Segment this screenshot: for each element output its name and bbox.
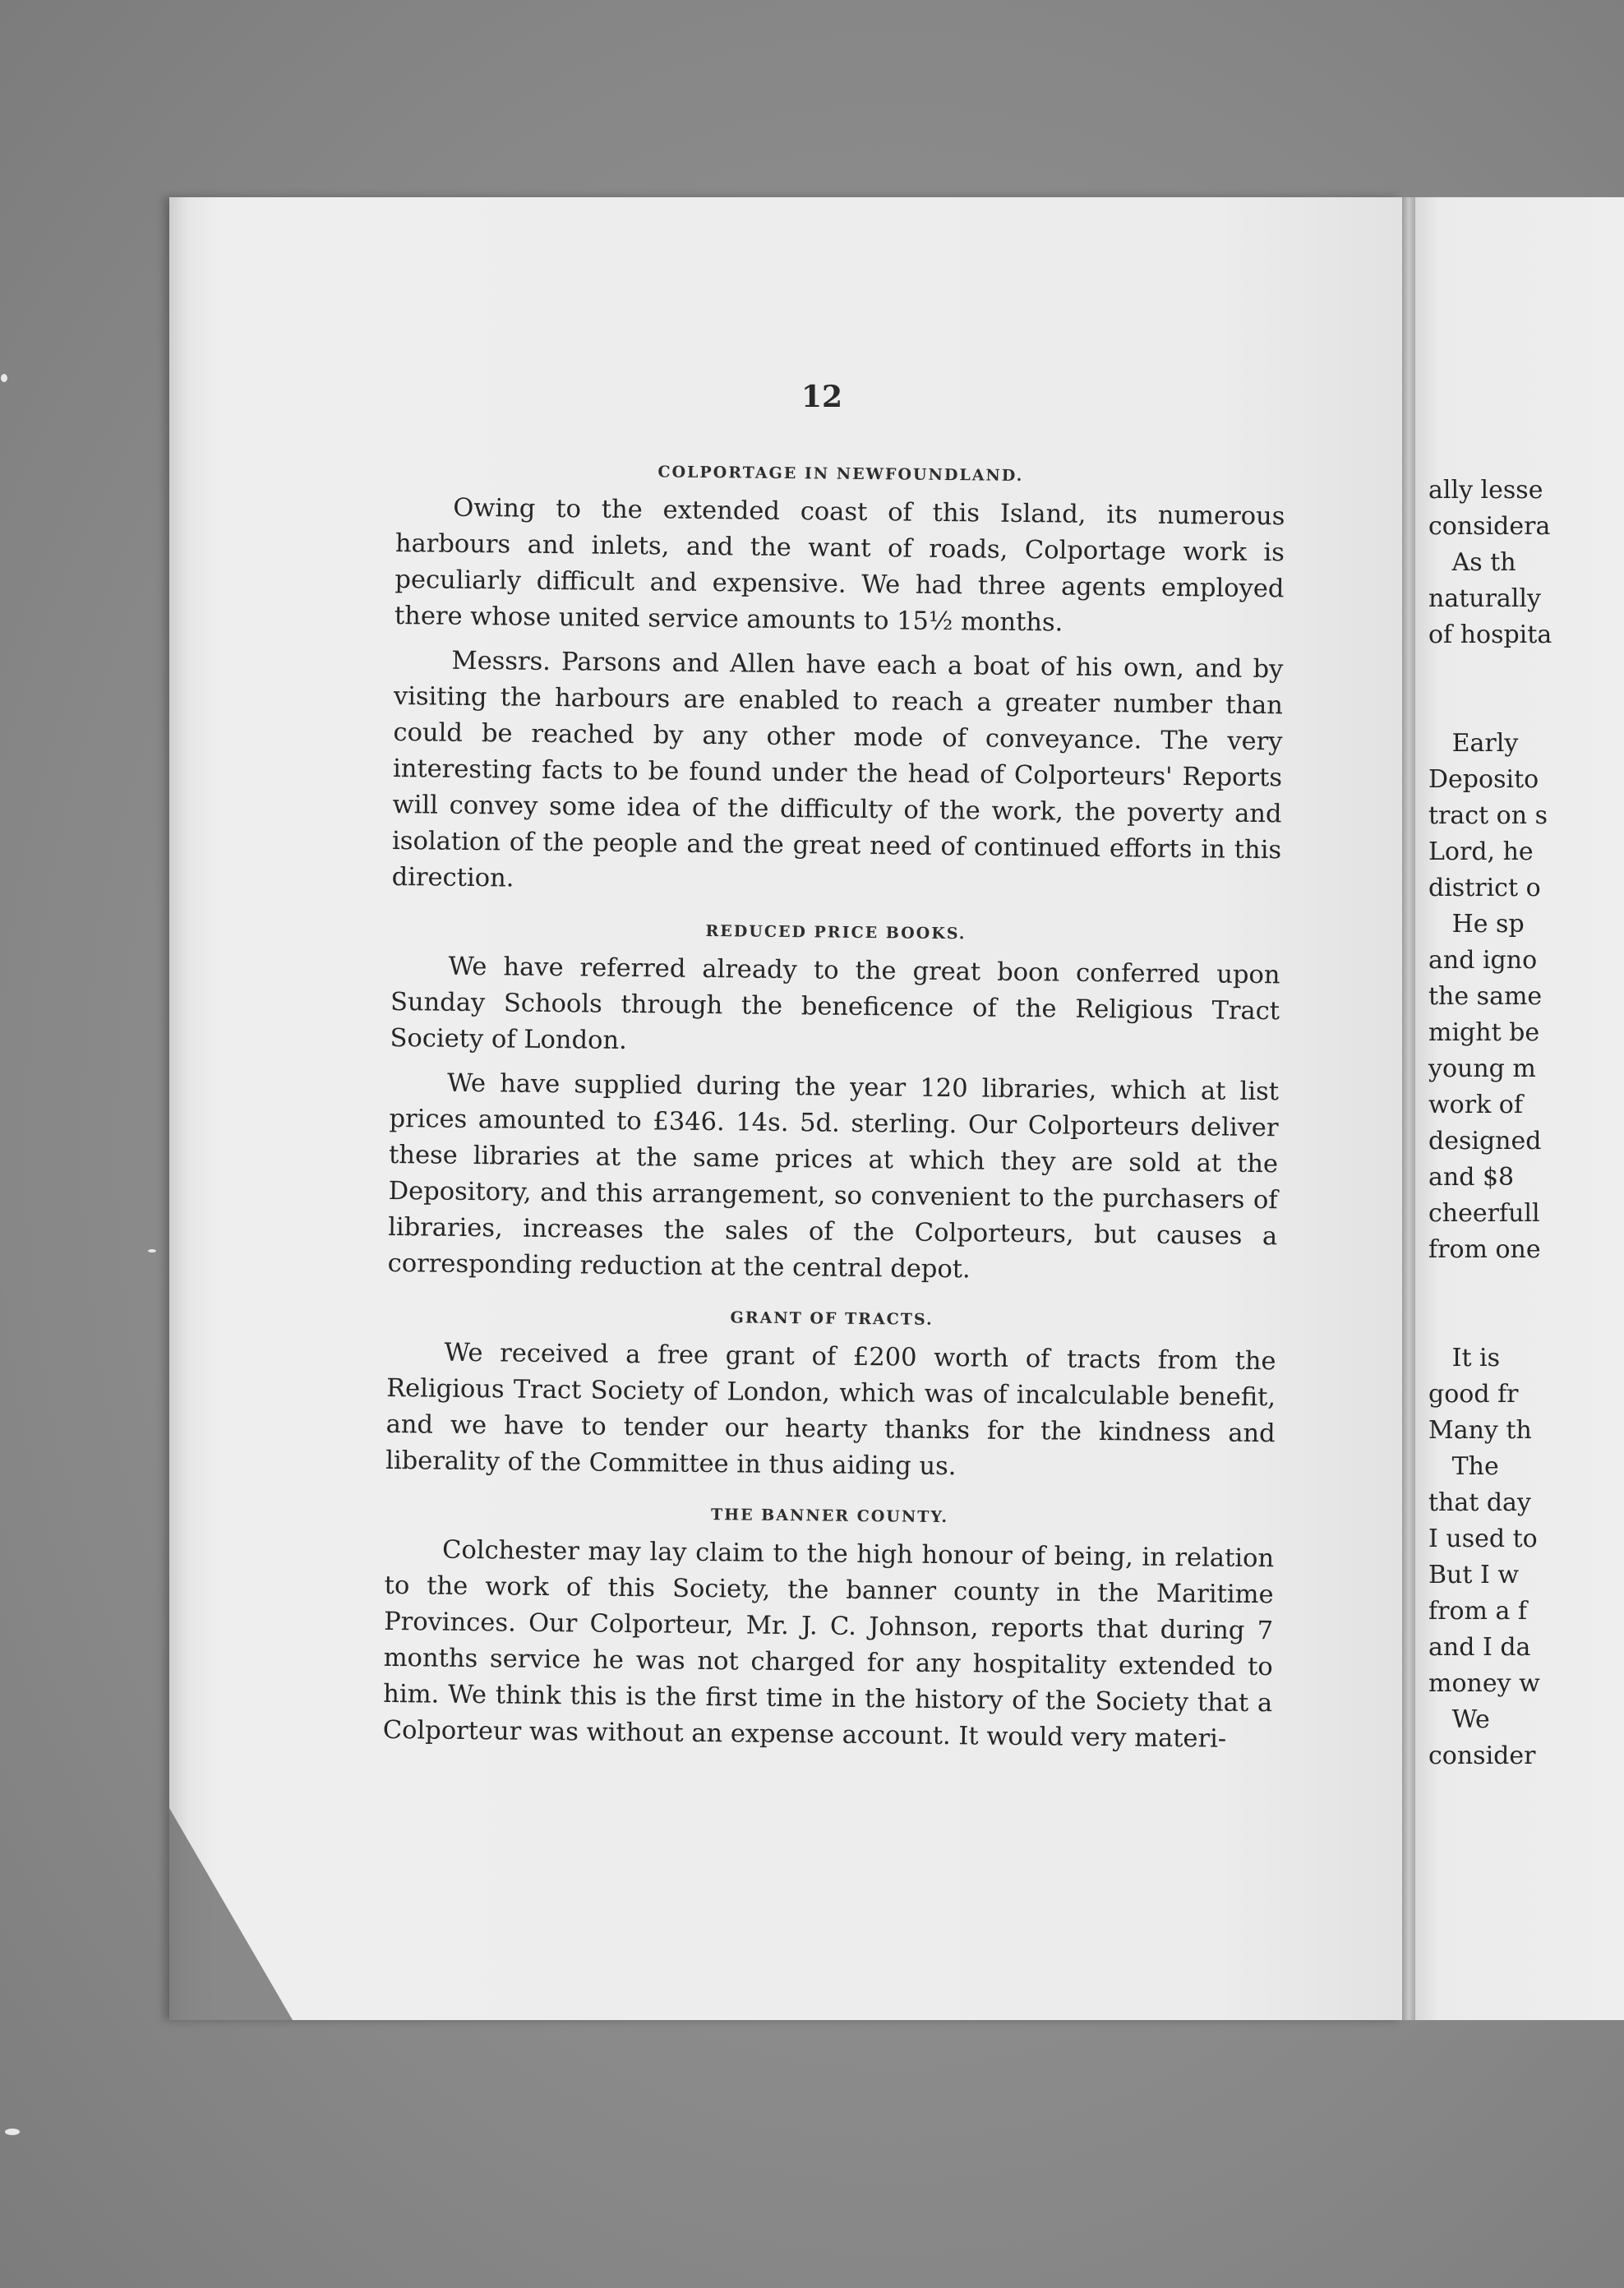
dust-speck <box>1 374 7 382</box>
right-page-line: good fr <box>1428 1380 1519 1409</box>
paragraph: We have referred already to the great boon conferred upon Sunday Schools through the beneficence of the Religious Tract Society of London. <box>390 952 1280 1055</box>
right-page-line: the same <box>1428 982 1543 1011</box>
right-page-text <box>1428 473 1624 1774</box>
section-banner-county <box>383 1502 1275 1758</box>
right-page-line: of hospita <box>1428 620 1552 649</box>
paragraph: We received a free grant of £200 worth of tracts from the Religious Tract Society of London, which was of incalculable benefit, and we have to tender our hearty thanks for the kindness and liberality of the Committee in thus aiding us. <box>385 1338 1276 1482</box>
right-page-line: district o <box>1428 874 1541 902</box>
right-page-line: As th <box>1428 548 1516 577</box>
section-heading: COLPORTAGE IN NEWFOUNDLAND. <box>657 463 1024 485</box>
right-page-line <box>1428 1304 1624 1340</box>
right-page-line: money w <box>1428 1669 1540 1698</box>
right-page <box>1415 197 1624 2020</box>
book-gutter <box>1402 197 1415 2020</box>
dust-speck <box>148 1249 156 1252</box>
right-page-line: ally lesse <box>1428 476 1543 505</box>
section-heading: GRANT OF TRACTS. <box>730 1308 934 1329</box>
right-page-line: cheerfull <box>1428 1199 1540 1228</box>
right-page-line: The <box>1428 1452 1499 1481</box>
right-page-line: and $8 <box>1428 1163 1515 1192</box>
section-grant-of-tracts <box>385 1305 1276 1488</box>
right-page-line: designed <box>1428 1127 1542 1156</box>
page-corner-curl <box>169 1808 293 2020</box>
right-page-line: I used to <box>1428 1525 1538 1553</box>
right-page-line: Early <box>1428 729 1519 758</box>
dust-speck <box>5 2129 20 2135</box>
section-heading: REDUCED PRICE BOOKS. <box>705 921 967 943</box>
left-page-text <box>382 460 1285 1781</box>
paragraph: Messrs. Parsons and Allen have each a boat of his own, and by visiting the harbours are enabled to reach a greater number than could be reached by any other mode of conveyance. The very interesting facts to be found under the head of Colporteurs' Reports will convey some idea of the difficulty of the work, the poverty and isolation of the people and the great need of continued efforts in this direction. <box>391 646 1284 893</box>
right-page-line: and I da <box>1428 1633 1531 1662</box>
right-page-line: that day <box>1428 1488 1531 1517</box>
right-page-line: Deposito <box>1428 765 1539 794</box>
right-page-line: But I w <box>1428 1561 1520 1589</box>
right-page-line: might be <box>1428 1018 1540 1047</box>
right-page-line: from a f <box>1428 1597 1528 1626</box>
right-page-line: young m <box>1428 1054 1536 1083</box>
right-page-line: from one <box>1428 1235 1541 1264</box>
section-heading: THE BANNER COUNTY. <box>710 1506 949 1527</box>
right-page-line: It is <box>1428 1344 1501 1372</box>
page-number: 12 <box>800 380 843 414</box>
right-page-line: He sp <box>1428 910 1525 939</box>
right-page-line <box>1428 653 1624 690</box>
right-page-line: tract on s <box>1428 801 1548 830</box>
paragraph: Colchester may lay claim to the high honour of being, in relation to the work of this Society, the banner county in the Maritime Provinces. Our Colporteur, Mr. J. C. Johnson, reports that during 7 months service he was not charged for any hospitality extended to him. We think this is the first time in the history of the Society that a Colporteur was without an expense account. It would very materi- <box>382 1535 1275 1754</box>
right-page-line <box>1428 690 1624 726</box>
right-page-line: Lord, he <box>1428 837 1534 866</box>
right-page-line <box>1428 1268 1624 1304</box>
section-reduced-price-books <box>388 919 1281 1291</box>
section-colportage-newfoundland <box>391 460 1285 905</box>
right-page-line: consider <box>1428 1741 1536 1770</box>
right-page-line: considera <box>1428 512 1551 541</box>
right-page-line: and igno <box>1428 946 1538 975</box>
right-page-line: We <box>1428 1705 1490 1734</box>
right-page-line: work of <box>1428 1091 1523 1119</box>
paragraph: Owing to the extended coast of this Island, its numerous harbours and inlets, and the want of roads, Colportage work is peculiarly difficult and expensive. We had three agents employed there whose united service amounts to 15½ months. <box>394 493 1285 638</box>
right-page-line: naturally <box>1428 584 1541 613</box>
paragraph: We have supplied during the year 120 libraries, which at list prices amounted to £346. 14s. 5d. sterling. Our Colporteurs deliver these libraries at the same prices at which they are sold at the Depository, and this arrangement, so convenient to the purchasers of libraries, increases the sales of the Colporteurs, but causes a corresponding reduction at the central depot. <box>387 1068 1280 1285</box>
right-page-line: Many th <box>1428 1416 1532 1445</box>
